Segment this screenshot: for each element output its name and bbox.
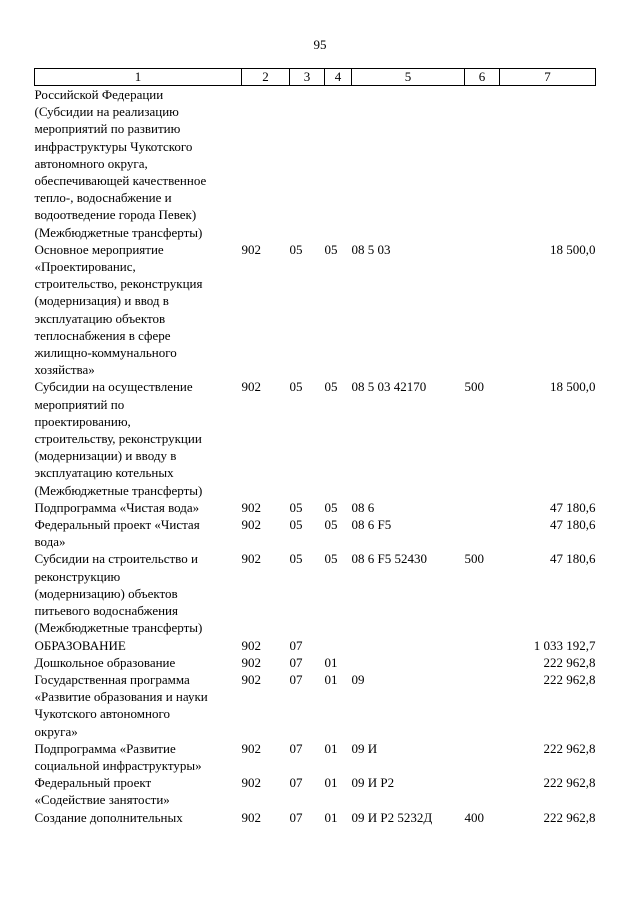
- name-line: Российской Федерации: [34, 87, 164, 102]
- name-line: (Межбюджетные трансферты): [34, 224, 203, 240]
- cell-csr: 08 6 F5 52430: [351, 551, 427, 567]
- name-line: эксплуатацию объектов: [34, 310, 166, 326]
- name-line: округа»: [34, 723, 78, 739]
- table-header: [35, 69, 596, 86]
- cell-rz: [290, 86, 325, 241]
- cell-vr: [465, 241, 500, 379]
- cell-vr: [465, 654, 500, 671]
- name-line: Основное мероприятие: [34, 241, 164, 257]
- page-number: 95: [313, 37, 327, 52]
- name-line: теплоснабжения в сфере: [34, 327, 171, 343]
- cell-pr: 05: [324, 499, 338, 515]
- cell-name: [35, 550, 242, 636]
- header-col-rz: 3: [290, 69, 325, 86]
- name-line: жилищно-коммунального: [34, 345, 177, 361]
- cell-rz: 05: [289, 499, 303, 515]
- cell-amount: 47 180,6: [550, 499, 596, 515]
- cell-rz: 05: [289, 551, 303, 567]
- cell-ved: 902: [241, 671, 261, 687]
- table-row: [35, 550, 596, 636]
- name-line: автономного округа,: [34, 155, 148, 171]
- table-row: [35, 378, 596, 498]
- cell-rz: 07: [289, 740, 303, 756]
- name-line: реконструкцию: [34, 568, 121, 584]
- cell-rz: 07: [289, 654, 303, 670]
- cell-ved: 902: [241, 517, 261, 533]
- cell-pr: 01: [324, 740, 338, 756]
- cell-amount: 222 962,8: [543, 654, 596, 670]
- cell-vr: [465, 516, 500, 550]
- name-line: строительству, реконструкции: [34, 431, 202, 447]
- cell-amount: 222 962,8: [543, 809, 596, 825]
- cell-name: [35, 241, 242, 379]
- name-line: Субсидии на строительство и: [34, 551, 198, 567]
- cell-csr: [352, 86, 465, 241]
- cell-pr: 01: [324, 654, 338, 670]
- cell-vr: 500: [464, 551, 484, 567]
- table-row: [35, 241, 596, 379]
- name-line: строительство, реконструкция: [34, 276, 203, 292]
- name-line: (Межбюджетные трансферты): [34, 620, 203, 636]
- name-line: (модернизацию) объектов: [34, 585, 178, 601]
- cell-pr: 01: [324, 671, 338, 687]
- cell-csr: 09 И Р2 5232Д: [351, 809, 433, 825]
- cell-csr: [352, 654, 465, 671]
- cell-ved: 902: [241, 379, 261, 395]
- cell-name: [35, 740, 242, 774]
- header-col-amount: 7: [500, 69, 596, 86]
- cell-pr: 05: [324, 241, 338, 257]
- cell-ved: [242, 86, 290, 241]
- table-row: [35, 499, 596, 516]
- cell-rz: 05: [289, 517, 303, 533]
- header-row: [35, 69, 596, 86]
- cell-name: [35, 86, 242, 241]
- cell-amount: 47 180,6: [550, 551, 596, 567]
- table-row: [35, 637, 596, 654]
- cell-rz: 07: [289, 637, 303, 653]
- table-row: [35, 516, 596, 550]
- cell-csr: 08 6: [351, 499, 375, 515]
- cell-vr: 400: [464, 809, 484, 825]
- cell-amount: 18 500,0: [550, 241, 596, 257]
- cell-name: [35, 671, 242, 740]
- cell-amount: 222 962,8: [543, 775, 596, 791]
- cell-csr: [352, 637, 465, 654]
- cell-vr: [465, 499, 500, 516]
- name-line: «Проектированис,: [34, 259, 136, 275]
- cell-ved: 902: [241, 740, 261, 756]
- cell-ved: 902: [241, 499, 261, 515]
- cell-pr: 01: [324, 775, 338, 791]
- table-row: [35, 86, 596, 241]
- cell-vr: 500: [464, 379, 484, 395]
- cell-ved: 902: [241, 809, 261, 825]
- cell-vr: [465, 637, 500, 654]
- cell-pr: 01: [324, 809, 338, 825]
- cell-name: [35, 774, 242, 808]
- budget-table: [34, 68, 596, 826]
- name-line: вода»: [34, 534, 66, 550]
- cell-ved: 902: [241, 551, 261, 567]
- name-line: Создание дополнительных: [34, 809, 183, 825]
- name-line: Дошкольное образование: [34, 654, 176, 670]
- table-row: [35, 654, 596, 671]
- name-line: питьевого водоснабжения: [34, 603, 178, 619]
- table-row: [35, 774, 596, 808]
- name-line: (модернизации) и вводу в: [34, 448, 177, 464]
- name-line: проектированию,: [34, 413, 131, 429]
- cell-amount: 18 500,0: [550, 379, 596, 395]
- cell-rz: 07: [289, 809, 303, 825]
- name-line: Федеральный проект «Чистая: [34, 517, 200, 533]
- name-line: хозяйства»: [34, 362, 95, 378]
- name-line: водоотведение города Певек): [34, 207, 197, 223]
- table-row: [35, 809, 596, 826]
- table-row: [35, 740, 596, 774]
- cell-name: [35, 516, 242, 550]
- name-line: Чукотского автономного: [34, 706, 170, 722]
- cell-ved: 902: [241, 775, 261, 791]
- cell-name: [35, 809, 242, 826]
- cell-vr: [465, 774, 500, 808]
- header-col-csr: 5: [352, 69, 465, 86]
- name-line: «Развитие образования и науки: [34, 689, 208, 705]
- cell-csr: 09 И: [351, 740, 378, 756]
- table-row: [35, 671, 596, 740]
- cell-rz: 05: [289, 241, 303, 257]
- cell-pr: 05: [324, 517, 338, 533]
- cell-amount: 1 033 192,7: [533, 637, 596, 653]
- name-line: социальной инфраструктуры»: [34, 757, 202, 773]
- cell-amount: 222 962,8: [543, 740, 596, 756]
- cell-ved: 902: [241, 637, 261, 653]
- name-line: мероприятий по: [34, 396, 125, 412]
- header-col-vr: 6: [465, 69, 500, 86]
- name-line: «Содействие занятости»: [34, 792, 170, 808]
- name-line: эксплуатацию котельных: [34, 465, 174, 481]
- cell-csr: 08 6 F5: [351, 517, 392, 533]
- cell-csr: 08 5 03 42170: [351, 379, 427, 395]
- name-line: (Субсидии на реализацию: [34, 104, 179, 120]
- cell-csr: 08 5 03: [351, 241, 391, 257]
- cell-csr: 09 И Р2: [351, 775, 395, 791]
- name-line: мероприятий по развитию: [34, 121, 181, 137]
- cell-amount: 47 180,6: [550, 517, 596, 533]
- table-body: [35, 86, 596, 826]
- cell-amount: [500, 86, 596, 241]
- cell-rz: 05: [289, 379, 303, 395]
- name-line: ОБРАЗОВАНИЕ: [34, 637, 126, 653]
- cell-rz: 07: [289, 775, 303, 791]
- name-line: (Межбюджетные трансферты): [34, 482, 203, 498]
- cell-vr: [465, 86, 500, 241]
- cell-pr: [325, 86, 352, 241]
- cell-pr: [325, 637, 352, 654]
- name-line: Федеральный проект: [34, 775, 152, 791]
- cell-pr: 05: [324, 551, 338, 567]
- name-line: Подпрограмма «Развитие: [34, 740, 176, 756]
- cell-vr: [465, 671, 500, 740]
- name-line: (модернизация) и ввод в: [34, 293, 169, 309]
- cell-amount: 222 962,8: [543, 671, 596, 687]
- cell-name: [35, 637, 242, 654]
- cell-csr: 09: [351, 671, 365, 687]
- cell-name: [35, 378, 242, 498]
- header-col-name: 1: [35, 69, 242, 86]
- name-line: обеспечивающей качественное: [34, 173, 207, 189]
- cell-name: [35, 499, 242, 516]
- header-col-ved: 2: [242, 69, 290, 86]
- cell-rz: 07: [289, 671, 303, 687]
- cell-pr: 05: [324, 379, 338, 395]
- header-col-pr: 4: [325, 69, 352, 86]
- cell-ved: 902: [241, 654, 261, 670]
- cell-name: [35, 654, 242, 671]
- name-line: Субсидии на осуществление: [34, 379, 193, 395]
- name-line: Подпрограмма «Чистая вода»: [34, 499, 200, 515]
- cell-vr: [465, 740, 500, 774]
- name-line: Государственная программа: [34, 671, 190, 687]
- name-line: инфраструктуры Чукотского: [34, 138, 193, 154]
- name-line: тепло-, водоснабжение и: [34, 190, 172, 206]
- cell-ved: 902: [241, 241, 261, 257]
